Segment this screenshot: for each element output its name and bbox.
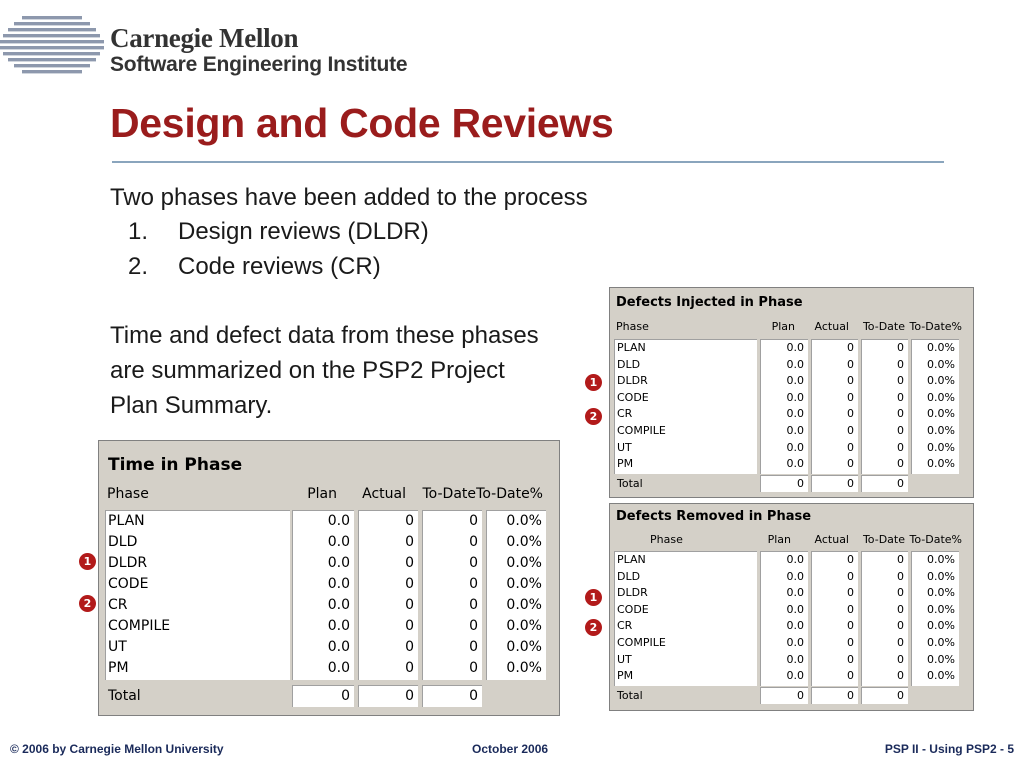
total-cell: 0 [797, 477, 804, 490]
table-cell: 0 [405, 660, 414, 676]
table-cell: 0.0% [927, 374, 955, 388]
table-cell: 0.0% [927, 553, 955, 566]
table-cell: 0 [847, 669, 854, 683]
callout-marker-1: 1 [585, 589, 602, 606]
list-number: 2. [128, 253, 149, 280]
phase-name: UT [617, 652, 632, 666]
table-cell: 0 [847, 424, 854, 437]
list-text: Design reviews (DLDR) [178, 218, 429, 245]
table-cell: 0.0 [327, 576, 350, 592]
table-cell: 0 [847, 341, 854, 354]
table-cell: 0 [897, 440, 904, 454]
table-cell: 0.0% [927, 619, 955, 633]
table-cell: 0 [897, 569, 904, 583]
column-header: Phase [616, 320, 649, 333]
table-cell: 0 [897, 357, 904, 371]
phase-name: PLAN [617, 553, 646, 566]
table-cell: 0.0% [927, 652, 955, 666]
table-cell: 0 [897, 390, 904, 404]
column-header: Actual [362, 486, 406, 502]
table-cell: 0 [405, 534, 414, 550]
phase-name: UT [108, 639, 127, 655]
table-cell: 0.0% [927, 669, 955, 683]
phase-name: PLAN [617, 341, 646, 354]
phase-name: DLD [617, 569, 641, 583]
phase-name: CODE [108, 576, 149, 592]
table-cell: 0 [469, 660, 478, 676]
title-divider [112, 161, 944, 163]
table-cell: 0 [405, 618, 414, 634]
table-cell: 0 [847, 407, 854, 421]
total-label: Total [108, 688, 141, 704]
table-cell: 0 [897, 586, 904, 600]
column-header: Phase [650, 533, 683, 546]
table-cell: 0.0% [506, 618, 542, 634]
phase-name: DLD [617, 357, 641, 371]
table-cell: 0.0 [786, 341, 804, 354]
table-cell: 0 [847, 357, 854, 371]
column-header: To-Date% [476, 486, 543, 502]
callout-marker-1: 1 [585, 374, 602, 391]
table-cell: 0.0 [327, 597, 350, 613]
table-cell: 0.0% [927, 586, 955, 600]
table-cell: 0 [897, 602, 904, 616]
table-title: Time in Phase [108, 455, 243, 475]
total-cell: 0 [405, 688, 414, 704]
phase-name: COMPILE [617, 636, 666, 649]
table-cell: 0 [897, 652, 904, 666]
total-cell: 0 [847, 477, 854, 490]
table-cell: 0.0% [927, 602, 955, 616]
table-cell: 0.0 [786, 619, 804, 633]
table-cell: 0.0 [327, 513, 350, 529]
phase-name: PM [617, 457, 634, 471]
table-cell: 0.0% [927, 424, 955, 437]
phase-name: PM [617, 669, 634, 683]
phase-name: CR [617, 619, 633, 633]
total-cell: 0 [897, 689, 904, 702]
callout-marker-2: 2 [585, 408, 602, 425]
org-name: Carnegie Mellon [110, 23, 299, 53]
table-cell: 0.0 [786, 636, 804, 649]
table-cell: 0 [897, 424, 904, 437]
table-cell: 0 [469, 555, 478, 571]
sei-logo-stripes [0, 16, 104, 76]
injected-table-panel [609, 287, 974, 498]
phase-name: CR [108, 597, 128, 613]
total-label: Total [617, 689, 643, 702]
table-cell: 0 [405, 555, 414, 571]
phase-name: UT [617, 440, 632, 454]
total-label: Total [617, 477, 643, 490]
table-cell: 0 [847, 586, 854, 600]
phase-name: DLDR [617, 374, 648, 388]
phase-name: COMPILE [108, 618, 171, 634]
time-table-panel [98, 440, 560, 716]
table-cell: 0 [405, 639, 414, 655]
table-title: Defects Removed in Phase [616, 509, 812, 524]
table-cell: 0.0 [786, 669, 804, 683]
table-cell: 0 [847, 569, 854, 583]
column-header: To-Date [862, 320, 905, 333]
table-cell: 0 [469, 618, 478, 634]
slide-title: Design and Code Reviews [110, 100, 614, 146]
table-cell: 0.0% [927, 457, 955, 471]
phase-name: DLD [108, 534, 138, 550]
table-cell: 0.0% [506, 513, 542, 529]
table-cell: 0.0% [927, 390, 955, 404]
column-header: Phase [107, 486, 149, 502]
table-cell: 0 [469, 639, 478, 655]
column-header: To-Date% [909, 320, 962, 333]
summary-paragraph: Time and defect data from these phases are summarized on the PSP2 Project Plan Summary. [110, 322, 539, 419]
total-cell: 0 [469, 688, 478, 704]
column-header: Actual [814, 320, 849, 333]
table-cell: 0.0% [927, 357, 955, 371]
table-cell: 0 [897, 374, 904, 388]
phase-name: CODE [617, 602, 649, 616]
table-cell: 0.0 [327, 534, 350, 550]
list-item [128, 214, 429, 249]
table-cell: 0 [897, 341, 904, 354]
table-cell: 0 [897, 457, 904, 471]
callout-marker-1: 1 [79, 553, 96, 570]
table-cell: 0.0% [506, 576, 542, 592]
table-cell: 0.0 [786, 440, 804, 454]
table-cell: 0 [469, 597, 478, 613]
column-header: Actual [814, 533, 849, 546]
table-cell: 0 [847, 602, 854, 616]
phase-name: CODE [617, 390, 649, 404]
table-cell: 0 [469, 513, 478, 529]
table-cell: 0.0 [786, 553, 804, 566]
table-cell: 0.0 [786, 652, 804, 666]
table-cell: 0 [847, 619, 854, 633]
table-cell: 0 [847, 553, 854, 566]
table-cell: 0 [469, 576, 478, 592]
table-title: Defects Injected in Phase [616, 295, 803, 310]
table-cell: 0.0% [927, 440, 955, 454]
list-text: Code reviews (CR) [178, 253, 381, 280]
intro-text: Two phases have been added to the process [110, 184, 588, 211]
table-cell: 0 [847, 457, 854, 471]
phase-name: DLDR [617, 586, 648, 600]
table-cell: 0.0 [786, 424, 804, 437]
list-number: 1. [128, 218, 149, 245]
table-cell: 0 [897, 636, 904, 649]
table-cell: 0.0 [786, 407, 804, 421]
phase-name: PLAN [108, 513, 145, 529]
footer-copyright: © 2006 by Carnegie Mellon University [10, 742, 224, 756]
footer-page-number: PSP II - Using PSP2 - 5 [884, 742, 1014, 756]
callout-marker-2: 2 [585, 619, 602, 636]
column-header: To-Date [862, 533, 905, 546]
column-header: To-Date% [909, 533, 962, 546]
table-cell: 0.0% [506, 660, 542, 676]
total-cell: 0 [847, 689, 854, 702]
table-cell: 0.0% [927, 407, 955, 421]
table-cell: 0.0 [786, 569, 804, 583]
callout-marker-2: 2 [79, 595, 96, 612]
table-cell: 0.0% [506, 555, 542, 571]
phase-name: DLDR [108, 555, 148, 571]
table-cell: 0 [405, 597, 414, 613]
table-cell: 0.0 [786, 602, 804, 616]
phase-name: COMPILE [617, 424, 666, 437]
footer-date: October 2006 [472, 742, 549, 756]
table-cell: 0.0 [786, 374, 804, 388]
list-item [128, 249, 381, 284]
table-cell: 0.0 [327, 639, 350, 655]
table-cell: 0.0 [327, 555, 350, 571]
table-cell: 0.0% [506, 597, 542, 613]
table-cell: 0 [897, 619, 904, 633]
total-cell: 0 [341, 688, 350, 704]
phase-name: PM [108, 660, 129, 676]
table-cell: 0 [469, 534, 478, 550]
table-cell: 0 [847, 652, 854, 666]
table-cell: 0 [897, 553, 904, 566]
table-cell: 0.0% [927, 569, 955, 583]
table-cell: 0 [847, 374, 854, 388]
table-cell: 0 [847, 636, 854, 649]
table-cell: 0.0 [327, 660, 350, 676]
column-header: Plan [771, 320, 795, 333]
total-cell: 0 [797, 689, 804, 702]
logo-text [110, 24, 407, 78]
table-cell: 0 [405, 576, 414, 592]
phase-name: CR [617, 407, 633, 421]
table-cell: 0.0% [927, 636, 955, 649]
column-header: To-Date [422, 486, 476, 502]
table-cell: 0 [847, 440, 854, 454]
table-cell: 0.0 [786, 457, 804, 471]
total-cell: 0 [897, 477, 904, 490]
table-cell: 0.0% [927, 341, 955, 354]
column-header: Plan [307, 486, 337, 502]
table-cell: 0.0 [786, 390, 804, 404]
table-cell: 0 [897, 669, 904, 683]
table-cell: 0 [897, 407, 904, 421]
table-cell: 0.0% [506, 639, 542, 655]
table-cell: 0.0 [786, 586, 804, 600]
column-header: Plan [767, 533, 791, 546]
table-cell: 0 [405, 513, 414, 529]
removed-table-panel [609, 503, 974, 711]
institute-name: Software Engineering Institute [110, 53, 408, 76]
table-cell: 0.0 [786, 357, 804, 371]
table-cell: 0.0% [506, 534, 542, 550]
table-cell: 0.0 [327, 618, 350, 634]
table-cell: 0 [847, 390, 854, 404]
